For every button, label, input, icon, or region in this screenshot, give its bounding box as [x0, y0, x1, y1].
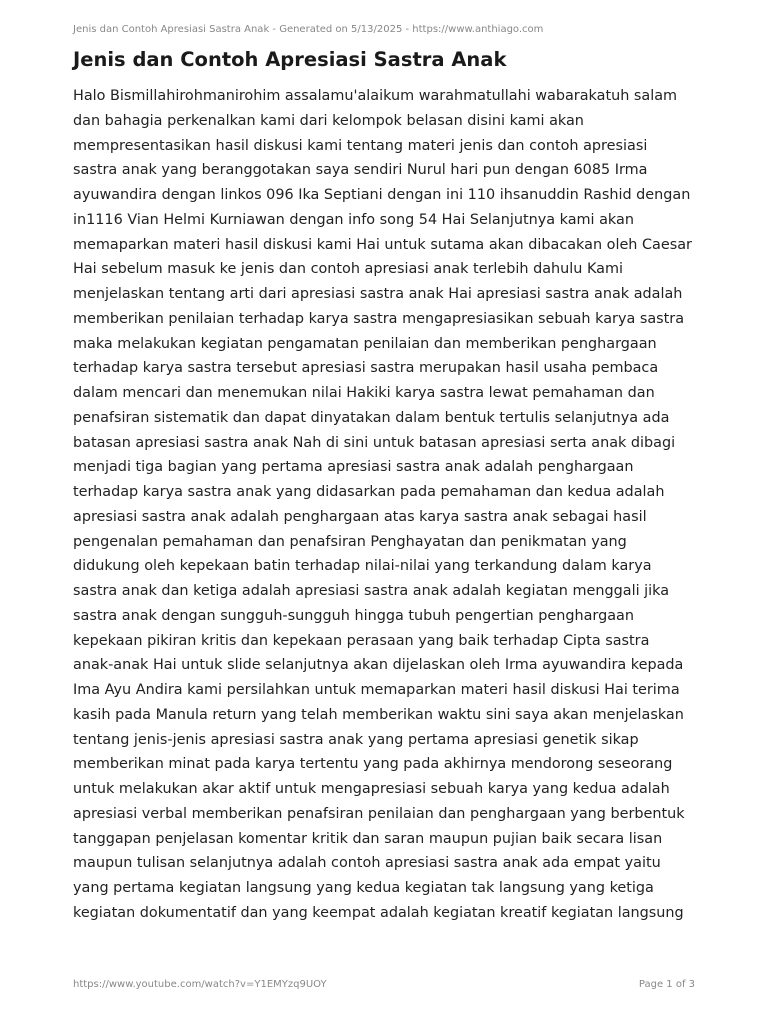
- body-line: didukung oleh kepekaan batin terhadap nilai-nilai yang terkandung dalam karya: [73, 558, 652, 575]
- body-line: memberikan minat pada karya tertentu yang pada akhirnya mendorong seseorang: [73, 756, 673, 773]
- body-line: in1116 Vian Helmi Kurniawan dengan info song 54 Hai Selanjutnya kami akan: [73, 211, 634, 228]
- page-header: Jenis dan Contoh Apresiasi Sastra Anak - Generated on 5/13/2025 - https://www.anthiago.com: [73, 24, 544, 35]
- body-line: apresiasi sastra anak adalah penghargaan atas karya sastra anak sebagai hasil: [73, 508, 647, 525]
- body-line: Ima Ayu Andira kami persilahkan untuk memaparkan materi hasil diskusi Hai terima: [73, 682, 680, 698]
- body-line: terhadap karya sastra tersebut apresiasi sastra merupakan hasil usaha pembaca: [73, 360, 659, 377]
- body-line: memberikan penilaian terhadap karya sastra mengapresiasikan sebuah karya sastra: [73, 310, 685, 327]
- body-line: kegiatan dokumentatif dan yang keempat adalah kegiatan kreatif kegiatan langsung: [73, 904, 684, 921]
- footer-page-number: Page 1 of 3: [638, 979, 695, 990]
- body-line: sastra anak dengan sungguh-sungguh hingga tubuh pengertian penghargaan: [73, 607, 634, 624]
- body-line: anak-anak Hai untuk slide selanjutnya akan dijelaskan oleh Irma ayuwandira kepada: [73, 657, 684, 674]
- body-line: sastra anak dan ketiga adalah apresiasi sastra anak adalah kegiatan menggali jika: [73, 583, 670, 599]
- body-line: menjelaskan tentang arti dari apresiasi sastra anak Hai apresiasi sastra anak adalah: [73, 286, 683, 302]
- body-line: batasan apresiasi sastra anak Nah di sini untuk batasan apresiasi serta anak dibagi: [73, 434, 676, 451]
- body-line: Halo Bismillahirohmanirohim assalamu'alaikum warahmatullahi wabarakatuh salam: [73, 88, 678, 104]
- body-line: untuk melakukan akar aktif untuk mengapresiasi sebuah karya yang kedua adalah: [73, 781, 670, 797]
- transcript-body: [73, 84, 698, 926]
- body-line: kepekaan pikiran kritis dan kepekaan perasaan yang baik terhadap Cipta sastra: [73, 632, 650, 649]
- body-line: penafsiran sistematik dan dapat dinyatakan dalam bentuk tertulis selanjutnya ada: [73, 409, 670, 426]
- body-line: tentang jenis-jenis apresiasi sastra anak yang pertama apresiasi genetik sikap: [73, 731, 639, 748]
- body-line: ayuwandira dengan linkos 096 Ika Septiani dengan ini 110 ihsanuddin Rashid dengan: [73, 187, 691, 203]
- body-line: dan bahagia perkenalkan kami dari kelompok belasan disini kami akan: [73, 112, 584, 129]
- body-line: terhadap karya sastra anak yang didasarkan pada pemahaman dan kedua adalah: [73, 484, 665, 500]
- body-line: dalam mencari dan menemukan nilai Hakiki karya sastra lewat pemahaman dan: [73, 385, 655, 401]
- body-line: sastra anak yang beranggotakan saya sendiri Nurul hari pun dengan 6085 Irma: [73, 162, 648, 179]
- body-line: menjadi tiga bagian yang pertama apresiasi sastra anak adalah penghargaan: [73, 459, 634, 476]
- body-line: tanggapan penjelasan komentar kritik dan saran maupun pujian baik secara lisan: [73, 830, 663, 847]
- body-line: pengenalan pemahaman dan penafsiran Penghayatan dan penikmatan yang: [73, 533, 627, 550]
- body-line: yang pertama kegiatan langsung yang kedua kegiatan tak langsung yang ketiga: [73, 880, 654, 896]
- body-line: kasih pada Manula return yang telah memberikan waktu sini saya akan menjelaskan: [73, 706, 684, 723]
- footer-source-url: https://www.youtube.com/watch?v=Y1EMYzq9UOY: [73, 979, 327, 990]
- body-line: maka melakukan kegiatan pengamatan penilaian dan memberikan penghargaan: [73, 335, 657, 352]
- body-line: mempresentasikan hasil diskusi kami tentang materi jenis dan contoh apresiasi: [73, 137, 648, 154]
- body-line: maupun tulisan selanjutnya adalah contoh apresiasi sastra anak ada empat yaitu: [73, 855, 661, 872]
- body-line: apresiasi verbal memberikan penafsiran penilaian dan penghargaan yang berbentuk: [73, 805, 685, 822]
- page-title: Jenis dan Contoh Apresiasi Sastra Anak: [73, 48, 507, 71]
- body-line: memaparkan materi hasil diskusi kami Hai untuk sutama akan dibacakan oleh Caesar: [73, 236, 692, 253]
- body-line: Hai sebelum masuk ke jenis dan contoh apresiasi anak terlebih dahulu Kami: [73, 261, 623, 278]
